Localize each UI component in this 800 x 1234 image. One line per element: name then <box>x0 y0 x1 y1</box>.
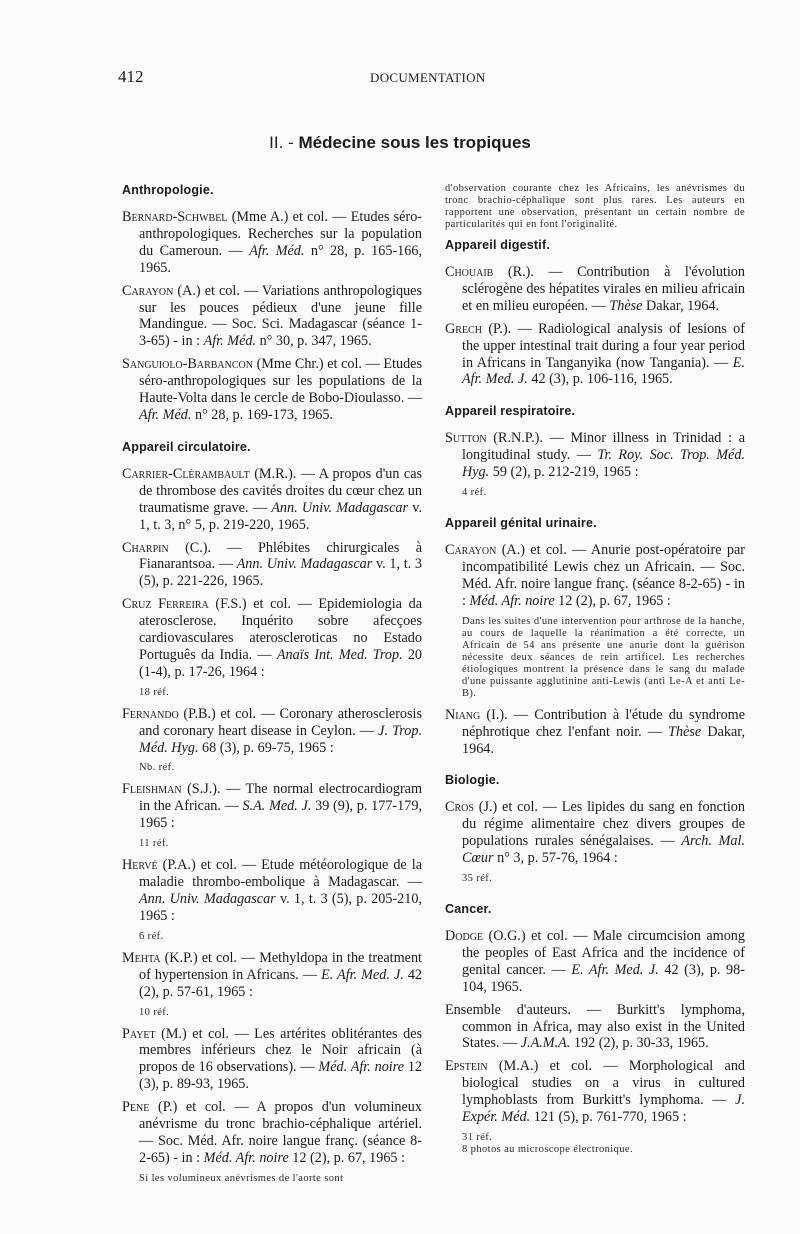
bibliography-entry <box>445 1002 745 1053</box>
entry-text: (P.A.) et col. — Etude météorologique de la maladie thrombo-embolique à Madagascar. — <box>139 857 422 891</box>
section-heading-cancer: Cancer. <box>445 902 492 917</box>
entry-text: (M.R.). — A propos d'un cas de thrombose des cavités droites du cœur chez un traumatisme grave. — <box>139 465 423 516</box>
entry-author: Niang <box>445 706 481 723</box>
bibliography-entry <box>445 799 745 867</box>
section-gap <box>445 892 745 902</box>
entry-reference: n° 30, p. 347, 1965. <box>256 333 372 350</box>
entry-text: (J.) et col. — Les lipides du sang en fonction du régime alimentaire chez divers groupes de populations rurales sénégalaises. — <box>462 799 745 850</box>
entry-journal: Anaïs Int. Med. Trop. <box>276 646 403 663</box>
entry-journal: Ann. Univ. Madagascar <box>236 556 373 573</box>
entry-journal: Arch. Mal. Cœur <box>462 833 745 867</box>
entry-text: (A.) et col. — Variations anthropologiques sur les pouces pédieux d'une jeune fille Mandingue. — Soc. Sci. Madagascar (séance 1-3-65) - in : <box>139 282 423 350</box>
entry-journal: J. Trop. Méd. Hyg. <box>139 722 423 756</box>
entry-author: Chouaib <box>445 264 494 280</box>
entry-text: (P.). — Radiological analysis of lesions of the upper intestinal trait during a four year period in Africans in Tanganyika (now Tangania). — <box>462 320 745 371</box>
entry-note: 10 réf. <box>139 1006 170 1018</box>
bibliography-entry <box>445 430 745 481</box>
bibliography-entry <box>122 950 422 1001</box>
entry-note: 18 réf. <box>139 686 170 698</box>
section-dash: - <box>288 133 294 152</box>
entry-reference: n° 28, p. 165-166, 1965. <box>139 242 422 276</box>
entry-note: 11 réf. <box>139 838 169 850</box>
entry-author: Mehta <box>122 949 161 966</box>
entry-reference: 12 (2), p. 67, 1965 : <box>554 592 671 609</box>
entry-text: (R.). — Contribution à l'évolution sclérogène des hépatites virales en milieu africain et en milieu européen. — <box>462 264 745 314</box>
entry-text: (F.S.) et col. — Epidemiologia da aterosclerose. Inquérito sobre afecçoes cardiovasculares ateroscleroticas no Estado Português da India. — <box>139 596 422 663</box>
entry-text: (Mme A.) et col. — Etudes séro-anthropologiques. Recherches sur la population du Cameroun. — <box>139 209 423 259</box>
bibliography-entry <box>122 283 422 351</box>
entry-journal: Afr. Méd. <box>203 333 257 350</box>
entry-author: Cros <box>445 799 474 816</box>
entry-journal: Afr. Méd. <box>249 242 305 259</box>
entry-note: Nb. réf. <box>139 762 175 774</box>
entry-journal: Méd. Afr. noire <box>469 592 555 609</box>
entry-author: Hervé <box>122 857 158 874</box>
entry-reference: 121 (5), p. 761-770, 1965 : <box>530 1109 687 1126</box>
entry-journal: Afr. Méd. <box>139 406 192 423</box>
entry-reference: 42 (2), p. 57-61, 1965 : <box>139 966 423 1000</box>
entry-author: Pene <box>122 1099 150 1116</box>
entry-author: Fleishman <box>122 781 182 798</box>
bibliography-entry <box>122 706 422 757</box>
entry-text: (S.J.). — The normal electrocardiogram in the African. — <box>139 781 422 815</box>
section-gap <box>122 430 422 440</box>
entry-reference: v. 1, t. 3 (5), p. 205-210, 1965 : <box>139 891 422 924</box>
bibliography-entry <box>122 466 422 534</box>
bibliography-entry <box>122 1026 422 1094</box>
entry-reference: Dakar, 1964. <box>642 297 720 314</box>
entry-text: (O.G.) et col. — Male circumcision among the peoples of East Africa and the incidence of genital cancer. — <box>462 928 745 978</box>
entry-reference: 20 (1-4), p. 17-26, 1964 : <box>139 646 423 680</box>
entry-journal: J. Expér. Méd. <box>462 1092 745 1126</box>
entry-journal: Méd. Afr. noire <box>203 1149 289 1166</box>
entry-note: 31 réf. 8 photos au microscope électronique. <box>462 1132 633 1155</box>
bibliography-entry <box>445 928 745 996</box>
bibliography-entry <box>445 321 745 389</box>
entry-note: Si les volumineux anévrismes de l'aorte sont <box>139 1172 344 1184</box>
bibliography-entry <box>122 1099 422 1167</box>
entry-text: (M.A.) et col. — Morphological and biological studies on a virus in cultured lymphoblasts from Burkitt's lymphoma. — <box>462 1058 746 1109</box>
entry-text: (P.B.) et col. — Coronary atherosclerosis and coronary heart disease in Ceylon. — <box>139 705 422 739</box>
entry-reference: 192 (2), p. 30-33, 1965. <box>570 1035 709 1052</box>
bibliography-entry <box>122 781 422 832</box>
entry-author: Dodge <box>445 928 484 945</box>
entry-note: Dans les suites d'une intervention pour arthrose de la hanche, au cours de laquelle la réanimation a été correcte, un Africain de 54 ans présente une anurie dont la guérison nécessite deux séances de rein artificel. Les recherches étiologiques montrent la présence dans le sang du malade d'une puissante agglutinine anti-Lewis (anti Le-A et anti Le-B). <box>462 615 745 699</box>
entry-reference: n° 28, p. 169-173, 1965. <box>191 406 334 423</box>
section-heading-respiratoire: Appareil respiratoire. <box>445 404 576 419</box>
entry-author: Carayon <box>122 282 174 299</box>
entry-reference: Dakar, 1964. <box>462 723 745 757</box>
entry-author: Bernard-Schwbel <box>122 209 228 225</box>
entry-reference: 68 (3), p. 69-75, 1965 : <box>198 739 334 756</box>
section-heading-anthropologie: Anthropologie. <box>122 183 214 197</box>
bibliography-entry <box>445 264 745 315</box>
entry-journal: S.A. Med. J. <box>242 798 312 815</box>
entry-author: Payet <box>122 1025 156 1042</box>
bibliography-entry <box>122 356 422 424</box>
entry-author: Carrier-Clérambault <box>122 465 250 482</box>
entry-journal: E. Afr. Med. J. <box>321 966 404 983</box>
entry-author: Charpin <box>122 539 169 556</box>
bibliography-entry <box>445 542 745 610</box>
entry-journal: E. Afr. Med. J. <box>571 961 659 978</box>
entry-text: (C.). — Phlébites chirurgicales à Fianarantsoa. — <box>139 539 422 573</box>
entry-text: (Mme Chr.) et col. — Etudes séro-anthropologiques sur les populations de la Haute-Volta dans le cercle de Bobo-Dioulasso. — <box>139 356 423 407</box>
entry-author: Cruz Ferreira <box>122 596 209 613</box>
page-number: 412 <box>118 67 144 86</box>
entry-text: (R.N.P.). — Minor illness in Trinidad : a longitudinal study. — <box>462 430 746 464</box>
left-column <box>122 183 422 1192</box>
entry-text: (I.). — Contribution à l'étude du syndrome néphrotique chez l'enfant noir. — <box>462 706 746 740</box>
entry-reference: v. 1, t. 3, n° 5, p. 219-220, 1965. <box>139 499 423 533</box>
running-head: DOCUMENTATION <box>370 70 486 85</box>
entry-reference: 12 (3), p. 89-93, 1965. <box>139 1059 423 1093</box>
section-gap <box>445 763 745 773</box>
entry-text: (M.) et col. — Les artérites oblitérantes des membres inférieurs chez le Noir africain (à propos de 16 observations). — <box>139 1025 423 1076</box>
entry-author: Sutton <box>445 430 487 447</box>
section-number: II. <box>269 133 284 152</box>
section-heading-biologie: Biologie. <box>445 773 500 788</box>
entry-text: (A.) et col. — Anurie post-opératoire par incompatibilité Lewis chez un Africain. — Soc. Méd. Afr. noire langue franç. (séance 8-2-65) - in : <box>462 542 745 609</box>
entry-reference: 59 (2), p. 212-219, 1965 : <box>489 464 639 481</box>
entry-journal: Tr. Roy. Soc. Trop. Méd. Hyg. <box>462 447 746 481</box>
bibliography-entry <box>445 707 745 758</box>
continuation-note: d'observation courante chez les Africains, les anévrismes du tronc brachio-céphalique sont plus rares. Les auteurs en rapportent une observation, présentant un certain nombre de particularités qui en font l'originalité. <box>445 183 745 230</box>
entry-note: 35 réf. <box>462 873 493 885</box>
entry-journal: Méd. Afr. noire <box>318 1059 405 1076</box>
section-title <box>0 133 800 153</box>
bibliography-entry <box>122 857 422 925</box>
entry-text: (K.P.) et col. — Methyldopa in the treatment of hypertension in Africans. — <box>139 949 422 983</box>
entry-reference: n° 3, p. 57-76, 1964 : <box>493 850 618 867</box>
entry-reference: 12 (2), p. 67, 1965 : <box>288 1149 406 1166</box>
right-column <box>445 183 745 1163</box>
entry-author: Grech <box>445 320 482 337</box>
section-gap <box>445 394 745 404</box>
entry-reference: 42 (3), p. 106-116, 1965. <box>527 371 673 388</box>
bibliography-entry <box>445 1058 745 1126</box>
entry-reference: 39 (9), p. 177-179, 1965 : <box>139 798 422 832</box>
section-gap <box>445 506 745 516</box>
entry-author: Epstein <box>445 1058 488 1075</box>
section-heading-circulatoire: Appareil circulatoire. <box>122 439 251 454</box>
entry-text: (P.) et col. — A propos d'un volumineux anévrisme du tronc brachio-céphalique artériel. — Soc. Méd. Afr. noire langue franç. (séance 8-2-65) - in : <box>139 1099 422 1166</box>
entry-reference: v. 1, t. 3 (5), p. 221-226, 1965. <box>139 556 422 590</box>
entry-note: 4 réf. <box>462 487 487 499</box>
entry-journal: Ann. Univ. Madagascar <box>139 891 276 907</box>
section-heading-genital: Appareil génital urinaire. <box>445 516 597 531</box>
entry-author: Carayon <box>445 542 497 559</box>
entry-author: Sanguiolo-Barbancon <box>122 356 253 373</box>
bibliography-entry <box>122 540 422 591</box>
section-heading-digestif: Appareil digestif. <box>445 238 551 252</box>
entry-journal: J.A.M.A. <box>520 1035 571 1052</box>
bibliography-entry <box>122 596 422 681</box>
entry-journal: Ann. Univ. Madagascar <box>271 499 408 516</box>
entry-journal: Thèse <box>609 297 643 314</box>
entry-journal: Thèse <box>668 723 702 740</box>
entry-reference: 42 (3), p. 98-104, 1965. <box>462 961 745 995</box>
entry-text: Ensemble d'auteurs. — Burkitt's lymphoma, common in Africa, may also exist in the United States. — <box>445 1001 745 1052</box>
entry-author: Fernando <box>122 705 179 722</box>
section-title-text: Médecine sous les tropiques <box>298 133 531 152</box>
bibliography-entry <box>122 209 422 277</box>
entry-journal: E. Afr. Med. J. <box>462 354 745 388</box>
entry-note: 6 réf. <box>139 930 164 942</box>
